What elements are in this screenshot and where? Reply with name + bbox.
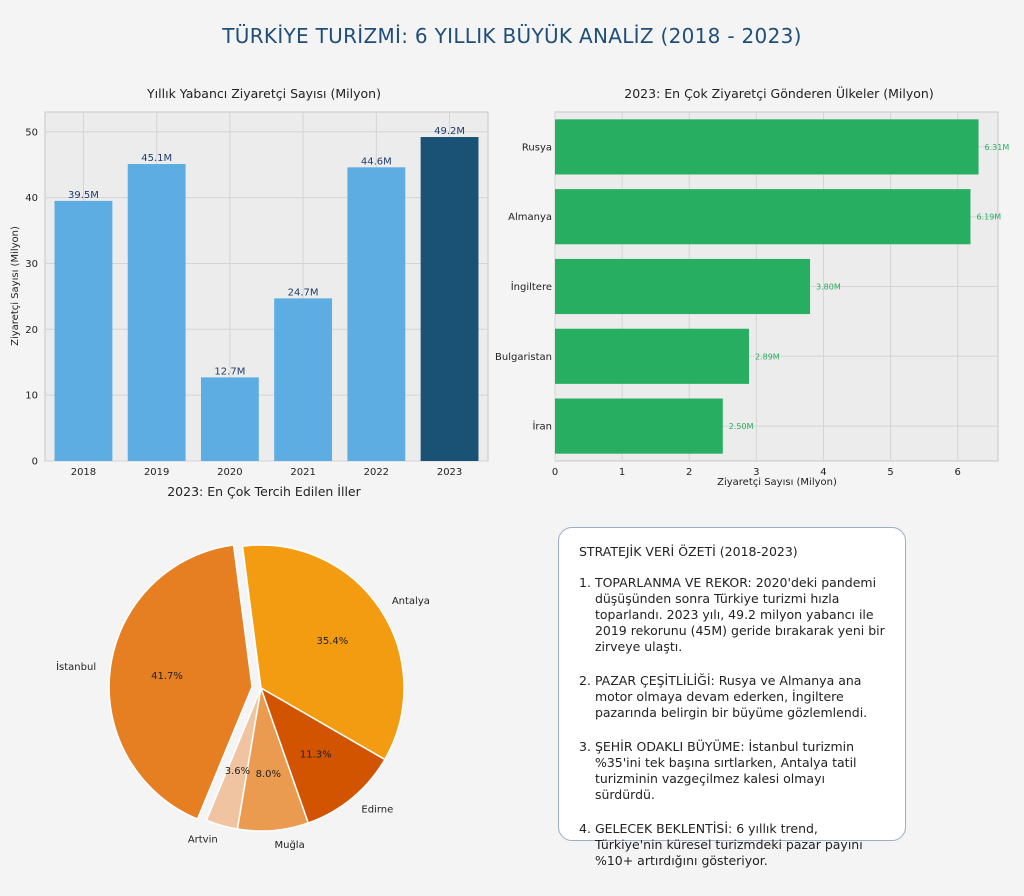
top-countries-x-axis-label: Ziyaretçi Sayısı (Milyon) [717,477,837,488]
bar [128,164,186,461]
bar [555,259,810,314]
x-tick-label: 2019 [143,467,170,478]
summary-item [579,821,887,869]
strategic-summary-box [558,527,906,868]
summary-item-number: 1. [579,575,591,590]
bar [555,399,723,454]
x-tick-label: 2 [686,467,693,478]
summary-item-text: PAZAR ÇEŞİTLİLİĞİ: Rusya ve Almanya ana motor olmaya devam ederken, İngiltere pazarında belirgin bir büyüme gözlemlendi. [594,673,868,720]
x-tick-label: 2018 [70,467,97,478]
pie-category-label: Muğla [274,840,305,852]
y-tick-label: 30 [25,258,38,270]
x-tick-label: 3 [753,467,760,478]
pie-percent-label: 3.6% [224,765,251,777]
y-tick-label: 10 [25,390,38,402]
x-tick-label: 2021 [290,467,316,478]
summary-item-text: GELECEK BEKLENTİSİ: 6 yıllık trend, Türkiye'nin küresel turizmdeki pazar payını %10+ artırdığını gösteriyor. [594,821,863,868]
bar-data-label: 39.5M [67,189,99,201]
pie-category-label: Artvin [187,834,218,846]
top-countries-chart-title: 2023: En Çok Ziyaretçi Gönderen Ülkeler (Milyon) [624,86,934,101]
bar [555,329,749,384]
bar [555,119,979,174]
summary-item-text: TOPARLANMA VE REKOR: 2020'deki pandemi düşüşünden sonra Türkiye turizmi hızla toparlandı. 2023 yılı, 49.2 milyon yabancı ile 2019 rekorunu (45M) geride bırakarak yeni bir zirveye ulaştı. [594,575,885,654]
x-tick-label: 1 [618,467,626,478]
bar-data-label: 6.19M [976,212,1002,222]
y-tick-label: Almanya [508,212,552,224]
y-tick-label: 0 [31,456,38,468]
pie-category-label: Antalya [391,596,430,608]
bar [274,298,332,461]
summary-title: STRATEJİK VERİ ÖZETİ (2018-2023) [579,544,798,559]
bar [55,201,113,461]
pie-percent-label: 41.7% [151,671,183,683]
x-tick-label: 2020 [217,467,243,478]
pie-percent-label: 11.3% [299,749,332,761]
top-countries-chart [495,85,1009,488]
summary-item-text: ŞEHİR ODAKLI BÜYÜME: İstanbul turizmin %35'ini tek başına sırtlarken, Antalya tatil turizminin vazgeçilmez kalesi olmayı sürdürdü. [594,739,857,802]
y-tick-label: İran [532,421,552,433]
bar-data-label: 12.7M [214,366,246,378]
summary-item [579,673,887,721]
summary-item-number: 4. [579,821,591,836]
bar [347,167,405,461]
annual-visitors-y-axis-label: Ziyaretçi Sayısı (Milyon) [10,226,21,346]
pie-percent-label: 8.0% [255,768,282,780]
x-tick-label: 2022 [363,467,390,478]
bar-data-label: 3.80M [816,282,841,292]
pie-category-label: Edirne [361,804,394,816]
summary-item-number: 2. [579,673,591,688]
bar-data-label: 2.50M [728,422,754,432]
x-tick-label: 4 [820,467,827,478]
y-tick-label: Bulgaristan [495,351,552,363]
bar-data-label: 45.1M [141,153,173,165]
bar-data-label: 44.6M [360,156,392,168]
annual-visitors-chart [10,86,488,478]
annual-visitors-chart-title: Yıllık Yabancı Ziyaretçi Sayısı (Milyon) [147,86,381,101]
x-tick-label: 6 [954,467,961,478]
y-tick-label: 50 [25,127,38,139]
bar [555,189,970,244]
x-tick-label: 2023 [436,467,463,478]
pie-category-label: İstanbul [56,661,97,673]
y-tick-label: İngiltere [510,282,552,293]
bar [421,137,479,461]
bar [201,377,259,461]
summary-item [579,575,887,655]
bar-data-label: 6.31M [984,142,1010,152]
y-tick-label: 40 [25,193,38,205]
page-title: TÜRKİYE TURİZMİ: 6 YILLIK BÜYÜK ANALİZ (2018 - 2023) [222,24,802,48]
top-cities-pie-chart [56,484,430,851]
x-tick-label: 5 [887,467,894,478]
pie-percent-label: 35.4% [316,635,349,647]
y-tick-label: Rusya [521,142,552,154]
top-cities-chart-title: 2023: En Çok Tercih Edilen İller [167,484,361,499]
y-tick-label: 20 [25,324,38,336]
x-tick-label: 0 [551,467,559,478]
bar-data-label: 24.7M [287,287,319,299]
bar-data-label: 49.2M [434,126,466,138]
summary-item-number: 3. [579,739,591,754]
summary-item [579,739,887,803]
bar-data-label: 2.89M [754,352,780,362]
top-cities-slices [109,545,404,831]
